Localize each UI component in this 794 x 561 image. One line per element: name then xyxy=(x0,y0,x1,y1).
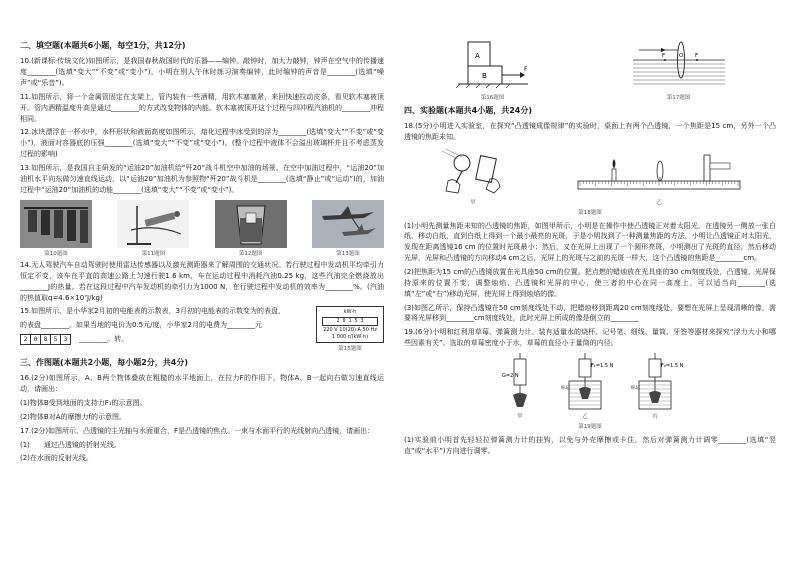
figure-17 xyxy=(631,38,727,103)
figure-11-caption: 第11题图 xyxy=(141,250,166,257)
question-15-text-a: 15.如图所示，是小华家2月初的电能表的示数表，3月初的电能表的示数变为的表盘， xyxy=(20,307,286,316)
question-17-part-2: (2)在水面的反射光线。 xyxy=(20,454,93,463)
g-label: G=2 N xyxy=(502,372,519,379)
meter-digit: 0 xyxy=(31,335,41,344)
question-12: 12.冰块漂浮在一杯水中，水杯形状和液面高度如图所示，熔化过程中冰受到的浮力________(选填“变大”“不变”或“变小”)，液面对容器底的压强________(选填“变大”“不变”或“变小”)。(整个过程中液体不会溢出玻璃杯并且不考虑蒸发过程的影响) xyxy=(20,128,384,159)
optical-bench-diagram xyxy=(574,147,744,197)
meter-rating: 220 V 10(20) A 50 Hz xyxy=(323,326,377,333)
figure-19-label-yi: 乙 xyxy=(582,413,588,420)
figure-11 xyxy=(117,200,189,259)
figure-13 xyxy=(312,200,384,259)
meter-digit: 2 xyxy=(21,335,31,344)
svg-text:F: F xyxy=(523,66,527,73)
mark-label-yi: 标记 xyxy=(561,385,570,391)
question-19: 19.(6分)小明和红利用草莓、弹簧测力计、装有适量水的烧杯、记号笔、细线、量筒、牙签等器材来探究“浮力大小和哪些因素有关”。选取的草莓密度小于水，草莓的直径小于量筒的内径。 xyxy=(404,328,776,348)
figure-13-caption: 第13题图 xyxy=(336,250,360,257)
spring-scale-strawberry xyxy=(501,353,539,411)
blocks-diagram xyxy=(454,38,532,92)
figure-15 xyxy=(316,306,384,354)
right-column xyxy=(404,34,776,460)
lens-water-diagram xyxy=(631,38,727,92)
question-17-part-1: (1) 通过凸透镜的折射光线。 xyxy=(20,440,121,449)
figure-19-caption: 第19题图 xyxy=(578,424,602,431)
strawberry-submerged xyxy=(631,353,684,411)
question-14: 14.无人驾驶汽车自动驾驶时使用雷达传感器以及激光测距器来了解周围的交通状况。若行驶过程中发动机平均牵引力恒定不变，该车在平直的高速公路上匀速行驶1.6 km，车在运动过程中消耗汽油0.25 kg，这些汽油完全燃烧放出________J的热量。若在这段过程中汽车发动机的牵引力为1000 N，在行驶过程中发动机的效率为________%。(汽油的热值取q=4.6×10⁷J/kg) xyxy=(20,261,384,302)
figure-19-row xyxy=(404,353,776,422)
figure-16-caption: 第16题图 xyxy=(480,95,505,101)
figure-18-caption: 第18题图 xyxy=(578,210,602,217)
figure-19-yi xyxy=(561,353,614,422)
question-16-part-2: (2)物体B对A的摩擦力f的示意图。 xyxy=(20,412,126,421)
figure-19-label-bing: 丙 xyxy=(652,413,658,420)
svg-text:A: A xyxy=(474,52,480,60)
section-4-title: 四、实验题(本题共4小题，共24分) xyxy=(404,105,533,115)
svg-text:F: F xyxy=(694,53,698,59)
question-18-part-3: (3)如图乙所示，保持凸透镜在50 cm刻度线处不动，把蜡烛移到距离20 cm刻度线处，要想在光屏上呈现清晰的像，需要将光屏移到________cm刻度线处，此时光屏上所成的像是倒立的________ xyxy=(404,303,776,323)
question-15-text-c: ________。转。 xyxy=(79,335,129,344)
meter-display: 2 0 1 5 3 xyxy=(322,317,378,326)
figure-17-caption: 第17题图 xyxy=(666,95,691,101)
question-18: 18.(5分)小明进入实验室，在探究“凸透镜成像规律”的实验时，桌面上有两个凸透镜，一个焦距是15 cm，另外一个凸透镜的焦距未知。 xyxy=(404,121,776,141)
left-column xyxy=(20,38,384,467)
meter-digit: 8 xyxy=(41,335,51,344)
question-18-part-1: (1)小明先测量焦距未知的凸透镜的焦距，如图甲所示，小明是在操作中使凸透镜正对着太阳光，在透镜另一侧放一张白纸，移动白纸，直到白纸上得到一个最小最亮的光斑，于是小明找到了一种测量焦距的方法，小明让凸透镜正对太阳光，发现在距离透镜16 cm 的位置时光斑最小；然后，又在光屏上出现了一个圆形亮斑，小明测出了光斑的直径，然后移动光屏，光屏和凸透镜的方向移动4 cm之后，光屏上的光斑与之前的光斑一样大，这个凸透镜的焦距是________cm。 xyxy=(404,221,776,263)
figures-10-13 xyxy=(20,200,384,259)
question-11: 11.如图所示，将一个金属管固定在支架上，管内装有一些酒精，用软木塞塞紧，来回快速拉动皮条，看见软木塞被顶开。管内酒精温度升高是通过________的方式改变物体的内能。软木塞被顶开这个过程与四冲程汽油机的________冲程相同。 xyxy=(20,92,384,123)
meter-digit: 5 xyxy=(51,335,61,344)
figure-19-jia xyxy=(501,353,539,422)
question-19-part-1: (1)实验前小明首先轻轻拉弹簧测力计的挂钩，以免与外壳摩擦或卡住，然后对弹簧测力计调零________(选填“竖直”或“水平”)方向进行调零。 xyxy=(404,435,776,455)
figure-12-caption: 第12题图 xyxy=(238,250,263,257)
strawberry-in-beaker xyxy=(561,353,614,411)
aircraft-refuel-illustration xyxy=(312,200,384,248)
figures-16-17 xyxy=(404,38,776,103)
question-16-part-1: (1)物体B受到地面的支持力F₁的示意图。 xyxy=(20,399,147,407)
lens-sunlight-illustration xyxy=(436,147,510,197)
meter-unit: kW·h xyxy=(343,309,357,316)
question-17: 17.(2分)如图所示，凸透镜的主光轴与水面重合，F是凸透镜的焦点。一束与水面平行的光线射向凸透镜，请画出： xyxy=(20,426,375,435)
figure-18-jia xyxy=(436,147,510,208)
question-15-block xyxy=(20,306,384,354)
f2-label: F₂=1.5 N xyxy=(661,362,684,369)
figure-18-row xyxy=(404,147,776,208)
meter-constant: 1 000 r/(kW·h) xyxy=(331,333,369,340)
figure-10-caption: 第10题图 xyxy=(44,250,68,257)
f1-label: F₁=1.5 N xyxy=(591,362,614,369)
figure-10 xyxy=(20,200,92,259)
question-10: 10.(新课标·传统文化)如图所示，是我国春秋战国时代的乐器——编钟。敲钟时，加大力敲钟，钟声在空气中的传播速度________(选填“变大”“不变”或“变小”)，小明在别人午休时练习演奏编钟，此时编钟的声音是________(选填“噪声”或“乐音”)。 xyxy=(20,57,384,88)
question-16: 16.(2分)如图所示，A、B两个物体叠放在粗糙的水平地面上，在拉力F的作用下，物体A、B一起向右做匀速直线运动，请画出： xyxy=(20,374,384,394)
figure-18-label-yi: 乙 xyxy=(656,199,662,206)
figure-15-caption: 第15题图 xyxy=(338,346,362,353)
svg-text:B: B xyxy=(481,72,487,80)
figure-16 xyxy=(454,38,532,103)
question-15-text-b: 的表盘________。如果当地的电价为0.5元/度，小华家2月的电费为________元 xyxy=(20,321,262,330)
svg-text:F: F xyxy=(661,53,665,59)
svg-text:O: O xyxy=(678,53,683,59)
figure-18-label-jia: 甲 xyxy=(470,199,476,206)
figure-19-label-jia: 甲 xyxy=(517,413,523,420)
figure-12 xyxy=(215,200,287,259)
bells-illustration xyxy=(20,200,92,248)
figure-18-yi xyxy=(574,147,744,208)
mark-label-bing: 标记 xyxy=(631,385,640,391)
meter-digit: 3 xyxy=(63,336,68,344)
meter-reading-digits xyxy=(20,334,71,345)
question-18-part-2: (2)把焦距为15 cm的凸透镜放置在光具座50 cm的位置。把点燃的蜡烛放在光具座的30 cm刻度线处，凸透镜、光屏保持原来的位置不变，调整烛焰、凸透镜和光屏的中心，使三者的中心在同一高度上，可以适当向________(选填“左”或“右”)移动光屏，使光屏上得到烛焰的像。 xyxy=(404,268,776,298)
tube-apparatus-illustration xyxy=(117,200,189,248)
section-2-title: 二、填空题(本题共6小题，每空1分，共12分) xyxy=(20,41,186,50)
figure-19-bing xyxy=(631,353,684,422)
electric-meter xyxy=(316,306,384,343)
ice-cup-illustration xyxy=(215,200,287,248)
question-13: 13.如图所示，是我国自主研发的“运油20”加油机给“歼20”战斗机空中加油的场景。在空中加油过程中，“运油20”加油机水平向东做匀速直线运动，以“运油20”加油机为参照物“歼20”战斗机是________(选填“静止”或“运动”)的，加油过程中“运油20”加油机的动能________(选填“变大”“不变”或“变小”)。 xyxy=(20,163,384,194)
section-3-title: 三、作图题(本题共2小题，每小题2分，共4分) xyxy=(20,357,189,367)
